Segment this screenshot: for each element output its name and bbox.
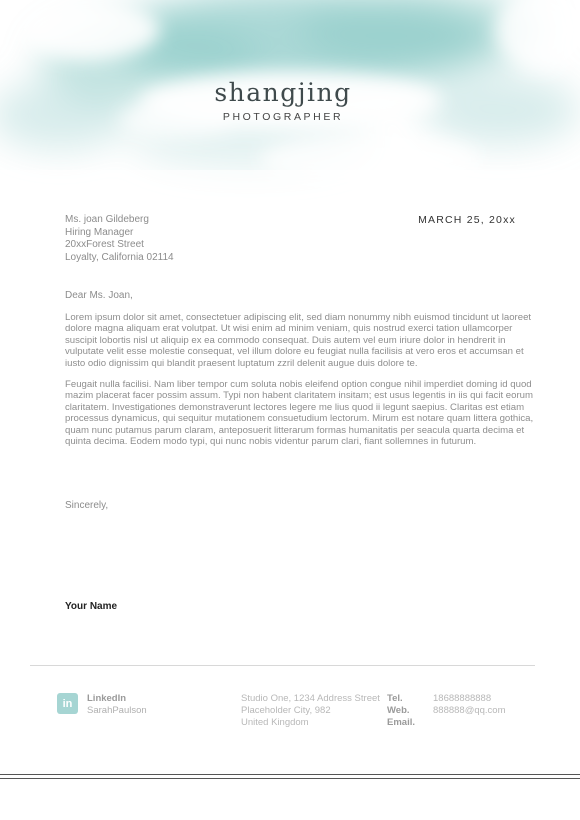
contact-value-tel[interactable]: 18688888888 bbox=[433, 693, 492, 704]
body-paragraph-2: Feugait nulla facilisi. Nam liber tempor cum soluta nobis eleifend option congue nihil imperdiet doming id quod mazim placerat facer possim assum. Typi non habent claritatem insitam; est usus legentis in iis qui facit eorum claritatem. Investigationes demonstraverunt lectores legere me lius quod ii legunt saepius. Claritas est etiam processus dynamicus, qui sequitur mutationem consuetudium lectorum. Mirum est notare quam littera gothica, quam nunc putamus parum claram, anteposuerit litterarum formas humanitatis per seacula quarta decima et quinta decima. Eodem modo typi, qui nunc nobis videntur parum clari, fiant sollemnes in futurum. bbox=[65, 379, 534, 448]
footer-social bbox=[87, 693, 147, 717]
social-handle[interactable]: SarahPaulson bbox=[87, 705, 147, 716]
linkedin-icon-glyph: in bbox=[62, 697, 73, 710]
contact-label-web: Web. bbox=[387, 704, 410, 716]
linkedin-icon[interactable] bbox=[57, 693, 78, 714]
contact-value-web[interactable]: 888888@qq.com bbox=[433, 704, 506, 716]
contact-row-tel bbox=[387, 693, 506, 705]
recipient-city: Loyalty, California 02114 bbox=[65, 251, 174, 263]
body-paragraph-1: Lorem ipsum dolor sit amet, consectetuer adipiscing elit, sed diam nonummy nibh euismod tincidunt ut laoreet dolore magna aliquam erat volutpat. Ut wisi enim ad minim veniam, quis nostrud exerci tation ullamcorper suscipit lobortis nisl ut aliquip ex ea commodo consequat. Duis autem vel eum iriure dolor in hendrerit in vulputate velit esse molestie consequat, vel illum dolore eu feugiat nulla facilisis at vero eros et accumsan et iusto odio dignissim qui blandit praesent luptatum zzril delenit augue duis dolore te. bbox=[65, 312, 532, 369]
closing: Sincerely, bbox=[65, 500, 109, 511]
brand-role: PHOTOGRAPHER bbox=[222, 111, 344, 123]
address-line-1: Studio One, 1234 Address Street bbox=[241, 693, 380, 704]
greeting: Dear Ms. Joan, bbox=[65, 290, 133, 301]
brand-name: shangjing bbox=[214, 78, 352, 107]
recipient-title: Hiring Manager bbox=[65, 226, 134, 238]
social-label: LinkedIn bbox=[87, 693, 127, 704]
recipient-street: 20xxForest Street bbox=[65, 239, 144, 250]
bottom-rule-top bbox=[0, 774, 580, 775]
recipient-name: Ms. joan Gildeberg bbox=[65, 214, 149, 225]
bottom-rule-bottom bbox=[0, 778, 580, 779]
letter-date: MARCH 25, 20xx bbox=[418, 214, 516, 226]
contact-label-email: Email. bbox=[387, 716, 415, 728]
recipient-block bbox=[65, 214, 174, 264]
contact-label-tel: Tel. bbox=[387, 693, 403, 704]
footer-address bbox=[241, 693, 380, 728]
address-line-3: United Kingdom bbox=[241, 716, 309, 728]
footer-contacts bbox=[387, 693, 506, 728]
contact-row-email bbox=[387, 717, 506, 729]
signature-name: Your Name bbox=[65, 601, 118, 612]
address-line-2: Placeholder City, 982 bbox=[241, 704, 331, 716]
contact-row-web bbox=[387, 705, 506, 717]
footer-divider bbox=[30, 665, 535, 666]
